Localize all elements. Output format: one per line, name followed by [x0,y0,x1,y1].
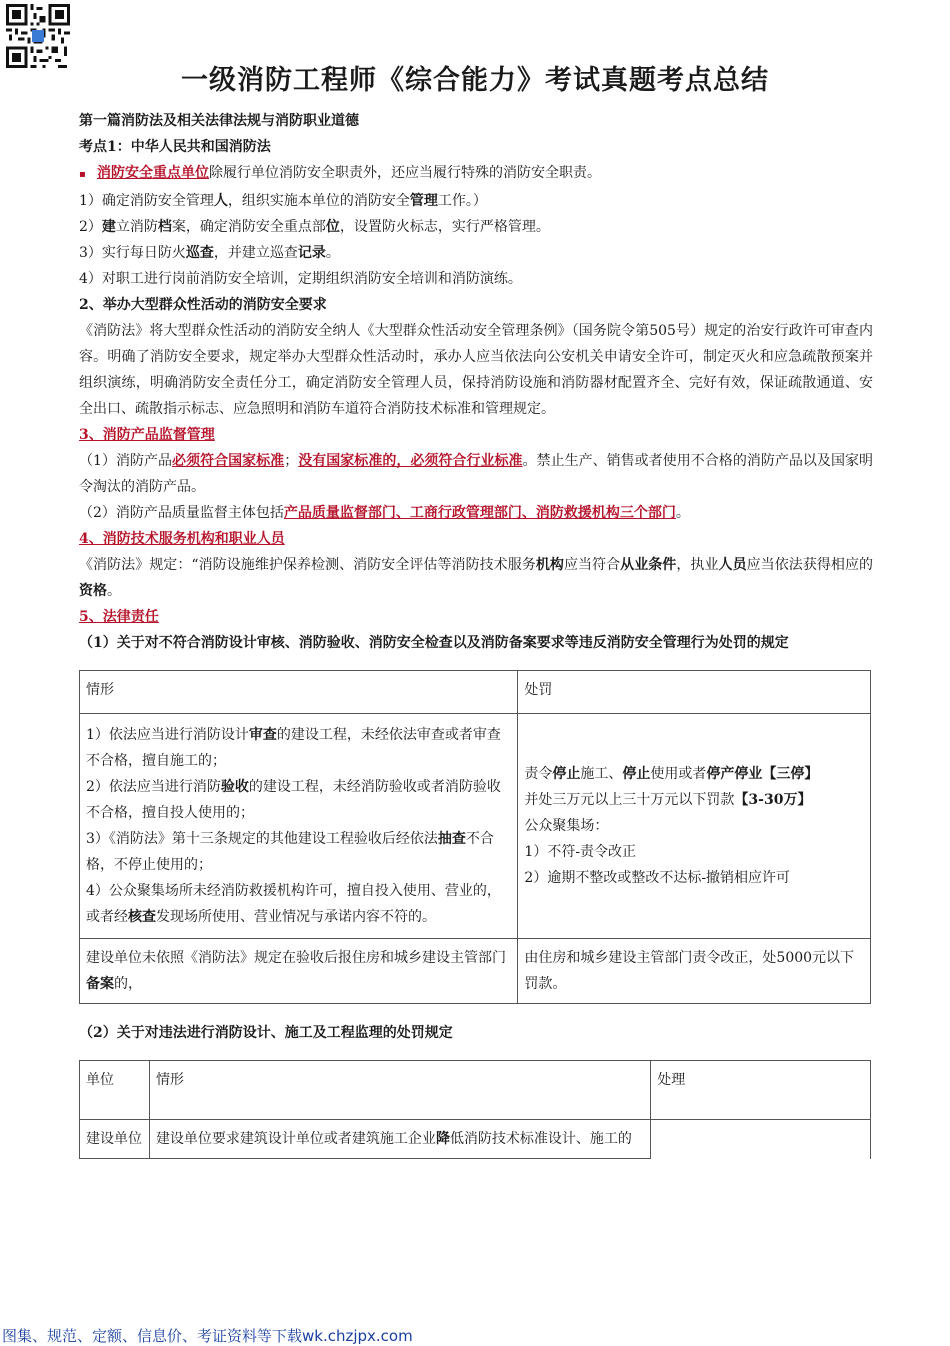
bullet-icon: ▪ [79,169,86,180]
key-unit-link[interactable]: 消防安全重点单位 [97,165,209,181]
document-title: 一级消防工程师《综合能力》考试真题考点总结 [181,65,769,96]
point-heading: 考点1：中华人民共和国消防法 [79,139,271,155]
table-row [80,714,871,939]
sec4-paragraph: 《消防法》规定：“消防设施维护保养检测、消防安全评估等消防技术服务机构应当符合从业条件，执业人员应当依法获得相应的资格。 [79,557,874,599]
sec1-item-3: 3）实行每日防火巡查，并建立巡查记录。 [79,245,340,261]
header-handling: 处理 [651,1061,871,1120]
sec3-line-2: （2）消防产品质量监督主体包括产品质量监督部门、工商行政管理部门、消防救援机构三个部门。 [79,505,690,521]
sec2-paragraph: 《消防法》将大型群众性活动的消防安全纳人《大型群众性活动安全管理条例》（国务院令第505号）规定的治安行政许可审查内容。明确了消防安全要求，规定举办大型群众性活动时，承办人应当依法向公安机关申请安全许可，制定灭火和应急疏散预案并组织演练，明确消防安全责任分工，确定消防安全管理人员，保持消防设施和消防器材配置齐全、完好有效，保证疏散通道、安全出口、疏散指示标志、应急照明和消防车道符合消防技术标准和管理规定。 [79,323,873,417]
penalty-table-1 [79,670,871,1004]
situation-cell: 1）依法应当进行消防设计审查的建设工程，未经依法审查或者审查不合格，擅自施工的； 2）依法应当进行消防验收的建设工程，未经消防验收或者消防验收不合格，擅自投人使用的； 3）《消防法》第十三条规定的其他建设工程验收后经依法抽查不合格，不停止使用的； 4）公众聚集场所未经消防救援机构许可，擅自投入使用、营业的，或者经核查发现场所使用、营业情况与承诺内容不符的。 [80,714,518,939]
sec1-item-4: 4）对职工进行岗前消防安全培训，定期组织消防安全培训和消防演练。 [79,271,522,287]
table-row [80,1120,871,1159]
sec1-lead: ▪ 消防安全重点单位除履行单位消防安全职责外，还应当履行特殊的消防安全职责。 [79,160,873,188]
penalty-table-2 [79,1060,871,1159]
penalty-cell: 责令停止施工、停止使用或者停产停业【三停】 并处三万元以上三十万元以下罚款【3-30万】 公众聚集场： 1）不符-责令改正 2）逾期不整改或整改不达标-撤销相应许可 [518,714,871,939]
situation-cell: 建设单位未依照《消防法》规定在验收后报住房和城乡建设主管部门备案的， [80,939,518,1004]
table-header-row [80,671,871,714]
sec5-heading: 5、法律责任 [79,609,159,625]
sec1-item-2: 2）建立消防档案，确定消防安全重点部位，设置防火标志，实行严格管理。 [79,219,550,235]
sec4-heading: 4、消防技术服务机构和职业人员 [79,531,285,547]
sec5-sub1: （1）关于对不符合消防设计审核、消防验收、消防安全检查以及消防备案要求等违反消防安全管理行为处罚的规定 [79,635,789,651]
sec2-heading: 2、举办大型群众性活动的消防安全要求 [79,297,327,313]
sec5-sub2: （2）关于对违法进行消防设计、施工及工程监理的处罚规定 [79,1025,453,1041]
sec1-item-1: 1）确定消防安全管理人，组织实施本单位的消防安全管理工作。） [79,193,487,209]
table-header-row [80,1061,871,1120]
header-penalty: 处罚 [518,671,871,714]
footer-link[interactable]: 图集、规范、定额、信息价、考证资料等下载wk.chzjpx.com [2,1327,413,1345]
handling-cell [651,1120,871,1159]
header-situation: 情形 [80,671,518,714]
part-heading: 第一篇消防法及相关法律法规与消防职业道德 [79,113,359,129]
unit-cell: 建设单位 [80,1120,150,1159]
header-unit: 单位 [80,1061,150,1120]
penalty-cell: 由住房和城乡建设主管部门责令改正，处5000元以下罚款。 [518,939,871,1004]
header-situation: 情形 [149,1061,650,1120]
situation-cell: 建设单位要求建筑设计单位或者建筑施工企业降低消防技术标准设计、施工的 [149,1120,650,1159]
sec3-line-1: （1）消防产品必须符合国家标准；没有国家标准的，必须符合行业标准。禁止生产、销售或者使用不合格的消防产品以及国家明令淘汰的消防产品。 [79,453,873,495]
table-row [80,939,871,1004]
sec3-heading: 3、消防产品监督管理 [79,427,215,443]
document-body [79,108,873,1159]
